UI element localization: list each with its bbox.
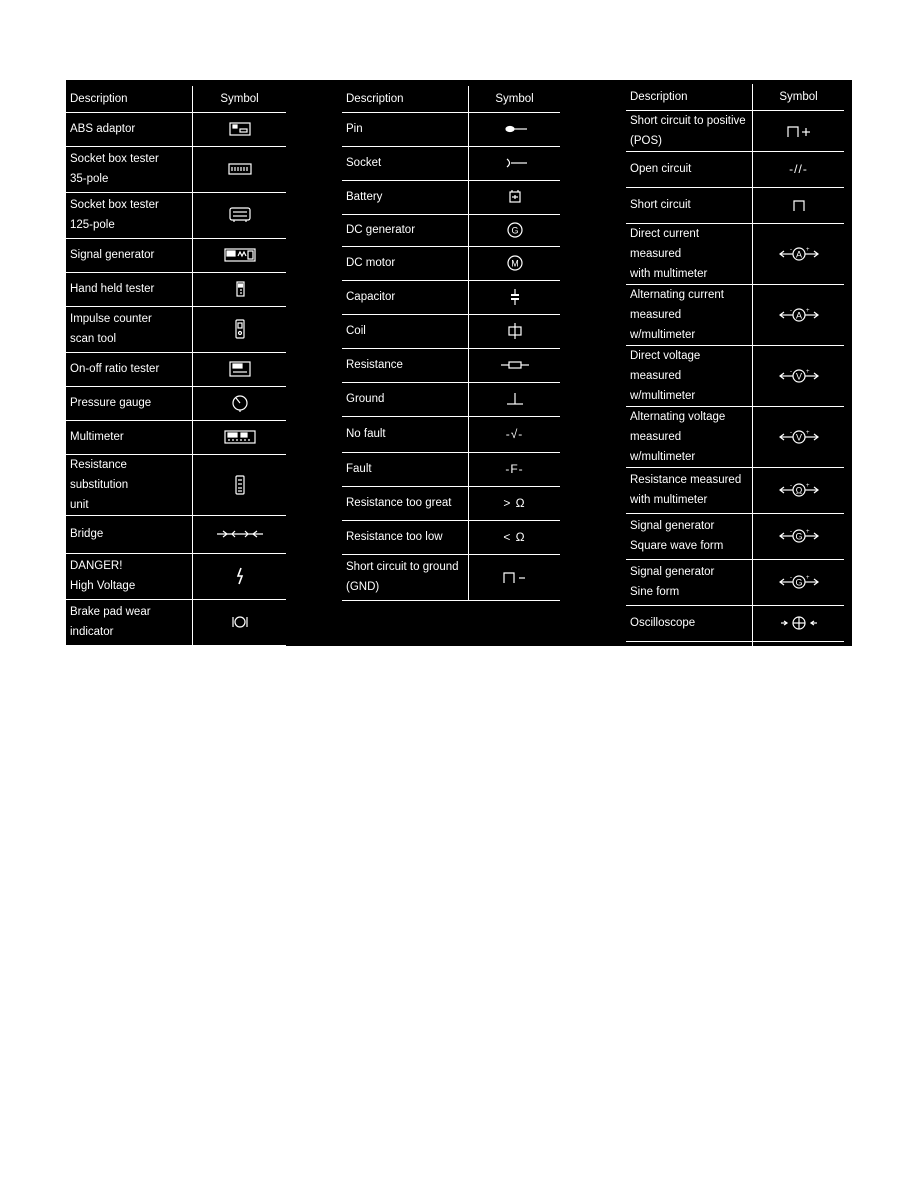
row-description xyxy=(626,345,753,406)
table-row xyxy=(626,151,844,187)
row-description xyxy=(626,223,753,284)
row-symbol xyxy=(193,112,287,146)
row-symbol xyxy=(753,641,845,677)
dc-motor-icon xyxy=(473,254,556,272)
row-description xyxy=(342,348,469,382)
table-row xyxy=(66,553,286,599)
row-description-line: unit xyxy=(70,498,89,511)
row-description-line: Sine form xyxy=(630,586,680,598)
row-description xyxy=(626,187,753,223)
table-row xyxy=(66,352,286,386)
row-description-line: Hand held tester xyxy=(70,283,155,295)
table-header-row xyxy=(66,86,286,112)
row-description xyxy=(66,112,193,146)
table-row xyxy=(626,345,844,406)
table-row xyxy=(66,272,286,306)
row-description xyxy=(342,280,469,314)
table-row xyxy=(342,214,560,246)
dc-voltage-meter-icon xyxy=(757,367,840,385)
high-voltage-icon xyxy=(197,567,282,585)
table-row xyxy=(626,406,844,467)
row-description xyxy=(66,386,193,420)
table-row xyxy=(66,420,286,454)
resistance-too-low-icon: < Ω xyxy=(503,529,526,544)
svg-text:-: - xyxy=(789,429,792,436)
svg-text:Ω: Ω xyxy=(795,485,802,496)
row-symbol xyxy=(753,110,845,151)
row-description-line: Brake pad wear xyxy=(70,606,151,618)
row-description xyxy=(342,452,469,486)
row-symbol xyxy=(469,214,561,246)
resistance-meter-icon xyxy=(757,481,840,499)
row-description-line: Socket box tester xyxy=(70,199,159,211)
row-description xyxy=(342,520,469,554)
table-row xyxy=(626,605,844,641)
pressure-gauge-icon xyxy=(197,394,282,412)
row-description xyxy=(342,112,469,146)
svg-text:-: - xyxy=(789,529,792,535)
row-symbol xyxy=(193,192,287,238)
table-row xyxy=(342,112,560,146)
row-symbol xyxy=(469,486,561,520)
row-description xyxy=(66,553,193,599)
row-symbol xyxy=(753,513,845,559)
row-description xyxy=(342,416,469,452)
oscilloscope-icon xyxy=(757,614,840,632)
svg-text:+: + xyxy=(805,575,810,581)
table-row xyxy=(342,180,560,214)
row-symbol xyxy=(469,382,561,416)
open-circuit-icon: -//- xyxy=(789,161,808,176)
row-description xyxy=(626,284,753,345)
row-description-line: DANGER! xyxy=(70,560,123,572)
resistance-substitution-icon xyxy=(197,475,282,495)
row-symbol xyxy=(193,599,287,645)
row-symbol xyxy=(753,406,845,467)
row-description xyxy=(66,146,193,192)
table-row xyxy=(66,238,286,272)
table-row xyxy=(626,559,844,605)
row-description-line: Signal generator xyxy=(70,249,155,261)
symbols-panel xyxy=(66,80,852,665)
short-circuit-icon xyxy=(757,198,840,212)
row-description-line: DC motor xyxy=(346,257,396,269)
svg-text:G: G xyxy=(510,225,519,236)
row-symbol xyxy=(193,454,287,515)
symbols-table xyxy=(66,86,286,646)
row-description xyxy=(342,382,469,416)
row-description xyxy=(66,454,193,515)
row-description xyxy=(342,180,469,214)
on-off-ratio-tester-icon xyxy=(197,361,282,377)
table-row xyxy=(626,641,844,677)
resistance-too-great-icon: > Ω xyxy=(503,495,526,510)
row-description-line: (GND) xyxy=(346,581,380,593)
svg-text:V: V xyxy=(795,371,802,381)
svg-text:A: A xyxy=(795,249,802,259)
row-description-line: (POS) xyxy=(630,134,662,147)
row-description xyxy=(626,605,753,641)
row-description xyxy=(342,214,469,246)
table-row xyxy=(342,554,560,600)
row-symbol xyxy=(193,352,287,386)
svg-text:A: A xyxy=(795,310,802,320)
row-symbol xyxy=(753,345,845,406)
row-description-line: Alternating voltage xyxy=(630,410,726,423)
svg-text:+: + xyxy=(805,307,810,314)
row-description-line: DC generator xyxy=(346,224,416,236)
row-description xyxy=(342,314,469,348)
row-description-line: Short circuit to positive xyxy=(630,114,746,127)
row-description-line: Resistance too great xyxy=(346,497,452,509)
row-description-line: No fault xyxy=(346,428,386,440)
row-description-line: High Voltage xyxy=(70,580,136,592)
table-row xyxy=(342,486,560,520)
battery-icon xyxy=(473,189,556,205)
row-description-line: 125-pole xyxy=(70,219,115,231)
row-description-line: measured w/multimeter xyxy=(630,430,696,463)
symbols-table-2 xyxy=(342,86,560,601)
table-row xyxy=(626,467,844,513)
no-fault-icon: -√- xyxy=(505,426,524,441)
ac-voltage-meter-icon xyxy=(757,428,840,446)
row-description-line: Signal generator xyxy=(630,566,715,578)
short-to-positive-icon xyxy=(757,124,840,138)
row-description xyxy=(66,599,193,645)
svg-text:+: + xyxy=(805,246,810,253)
row-symbol xyxy=(469,246,561,280)
row-symbol xyxy=(469,146,561,180)
svg-text:G: G xyxy=(794,577,803,588)
symbol-header: Symbol xyxy=(193,86,287,112)
row-description xyxy=(342,486,469,520)
row-description-line: Pin xyxy=(346,123,363,135)
bridge-icon xyxy=(197,528,282,540)
row-description-line: Impulse counter xyxy=(70,313,152,325)
row-description-line: Resistance measured xyxy=(630,474,742,486)
row-symbol xyxy=(193,420,287,454)
symbols-table-1 xyxy=(66,86,286,646)
table-header-row xyxy=(626,84,844,110)
dc-current-meter-icon xyxy=(757,245,840,263)
row-description-line: Capacitor xyxy=(346,291,396,303)
row-description xyxy=(626,110,753,151)
row-description-line: indicator xyxy=(70,626,114,638)
row-description-line: Adaptor wire with LED xyxy=(630,653,744,665)
coil-icon xyxy=(473,322,556,340)
row-description-line: with multimeter xyxy=(630,494,708,506)
svg-text:M: M xyxy=(510,258,519,269)
table-header-row xyxy=(342,86,560,112)
row-description xyxy=(626,513,753,559)
row-description-line: Direct current measured xyxy=(630,227,700,260)
row-symbol xyxy=(753,559,845,605)
resistance-icon xyxy=(473,360,556,370)
row-description-line: Short circuit to ground xyxy=(346,561,459,573)
row-description-line: Resistance substitution xyxy=(70,458,129,491)
table-row xyxy=(66,515,286,553)
row-description-line: Bridge xyxy=(70,528,104,540)
brake-pad-wear-icon xyxy=(197,614,282,630)
symbols-table xyxy=(626,84,844,678)
table-row xyxy=(342,280,560,314)
svg-text:G: G xyxy=(794,531,803,542)
row-description-line: Coil xyxy=(346,325,366,337)
description-header: Description xyxy=(626,84,753,110)
row-description-line: Socket box tester xyxy=(70,153,159,165)
svg-text:V: V xyxy=(795,432,802,442)
table-row xyxy=(66,112,286,146)
row-description-line: Oscilloscope xyxy=(630,617,696,629)
svg-text:+: + xyxy=(805,483,810,489)
row-symbol xyxy=(469,520,561,554)
svg-text:-: - xyxy=(789,246,792,253)
table-row xyxy=(66,306,286,352)
sine-wave-generator-icon xyxy=(757,573,840,591)
row-symbol xyxy=(469,180,561,214)
led-adaptor-wire-icon xyxy=(757,651,840,667)
abs-adaptor-icon xyxy=(197,122,282,136)
socket-box-125-icon xyxy=(197,207,282,223)
row-description-line: Resistance xyxy=(346,359,403,371)
signal-generator-device-icon xyxy=(197,247,282,263)
table-row xyxy=(66,454,286,515)
row-symbol xyxy=(753,284,845,345)
socket-box-35-icon xyxy=(197,162,282,176)
table-row xyxy=(342,520,560,554)
table-row xyxy=(66,192,286,238)
row-description-line: measured w/multimeter xyxy=(630,308,696,341)
fault-icon: -F- xyxy=(505,461,524,476)
hand-held-tester-icon xyxy=(197,280,282,298)
svg-text:-: - xyxy=(789,307,792,314)
ground-icon xyxy=(473,391,556,407)
row-symbol xyxy=(193,272,287,306)
row-description-line: Square wave form xyxy=(630,540,724,552)
svg-text:+: + xyxy=(805,529,810,535)
row-description xyxy=(342,554,469,600)
table-row xyxy=(342,246,560,280)
row-symbol xyxy=(193,553,287,599)
pin-icon xyxy=(473,124,556,134)
row-symbol xyxy=(753,605,845,641)
impulse-counter-icon xyxy=(197,319,282,339)
dc-generator-icon xyxy=(473,221,556,239)
table-row xyxy=(342,452,560,486)
row-symbol xyxy=(193,146,287,192)
row-description xyxy=(342,246,469,280)
table-row xyxy=(342,348,560,382)
svg-text:-: - xyxy=(789,575,792,581)
row-symbol xyxy=(469,452,561,486)
row-symbol xyxy=(469,280,561,314)
svg-text:-: - xyxy=(789,483,792,489)
row-description-line: scan tool xyxy=(70,333,117,345)
row-description xyxy=(626,151,753,187)
row-description-line: Battery xyxy=(346,191,383,203)
table-row xyxy=(342,416,560,452)
row-symbol xyxy=(753,223,845,284)
row-description xyxy=(66,272,193,306)
row-description-line: measured w/multimeter xyxy=(630,369,696,402)
row-description-line: Short circuit xyxy=(630,199,691,211)
table-row xyxy=(66,386,286,420)
row-description-line: Fault xyxy=(346,463,372,475)
table-row xyxy=(626,223,844,284)
table-row xyxy=(626,284,844,345)
row-description-line: Signal generator xyxy=(630,520,715,532)
row-symbol xyxy=(193,306,287,352)
row-description-line: ABS adaptor xyxy=(70,123,136,135)
row-symbol xyxy=(469,348,561,382)
row-description xyxy=(66,192,193,238)
short-to-ground-icon xyxy=(473,570,556,584)
row-symbol xyxy=(753,467,845,513)
ac-current-meter-icon xyxy=(757,306,840,324)
capacitor-icon xyxy=(473,288,556,306)
symbols-table xyxy=(342,86,560,601)
table-row xyxy=(342,314,560,348)
table-row xyxy=(66,146,286,192)
row-description xyxy=(66,352,193,386)
svg-text:+: + xyxy=(805,368,810,375)
table-row xyxy=(626,110,844,151)
multimeter-icon xyxy=(197,430,282,444)
square-wave-generator-icon xyxy=(757,527,840,545)
symbol-header: Symbol xyxy=(753,84,845,110)
table-row xyxy=(342,382,560,416)
table-row xyxy=(342,146,560,180)
description-header: Description xyxy=(342,86,469,112)
row-description xyxy=(66,420,193,454)
row-description xyxy=(626,467,753,513)
symbol-header: Symbol xyxy=(469,86,561,112)
row-description-line: with multimeter xyxy=(630,267,708,280)
row-description-line: Socket xyxy=(346,157,382,169)
row-symbol xyxy=(193,515,287,553)
row-description xyxy=(626,559,753,605)
row-description-line: Open circuit xyxy=(630,163,692,175)
row-description xyxy=(66,306,193,352)
row-description xyxy=(66,515,193,553)
symbols-table-3 xyxy=(626,84,844,678)
row-symbol xyxy=(469,112,561,146)
row-description-line: Ground xyxy=(346,393,385,405)
svg-text:-: - xyxy=(789,368,792,375)
row-description xyxy=(342,146,469,180)
row-description xyxy=(626,406,753,467)
row-description-line: Multimeter xyxy=(70,431,124,443)
row-symbol xyxy=(469,416,561,452)
row-description xyxy=(66,238,193,272)
row-description-line: Direct voltage xyxy=(630,349,701,362)
row-description xyxy=(626,641,753,677)
row-symbol xyxy=(193,238,287,272)
row-description-line: Resistance too low xyxy=(346,531,443,543)
table-row xyxy=(626,513,844,559)
row-symbol xyxy=(469,554,561,600)
table-row xyxy=(66,599,286,645)
row-symbol xyxy=(753,187,845,223)
row-symbol xyxy=(193,386,287,420)
row-description-line: Alternating current xyxy=(630,288,724,301)
row-symbol xyxy=(469,314,561,348)
svg-text:+: + xyxy=(805,429,810,436)
row-description-line: On-off ratio tester xyxy=(70,363,160,375)
row-description-line: Pressure gauge xyxy=(70,397,152,409)
table-row xyxy=(626,187,844,223)
row-symbol xyxy=(753,151,845,187)
description-header: Description xyxy=(66,86,193,112)
socket-icon xyxy=(473,157,556,169)
row-description-line: 35-pole xyxy=(70,173,109,185)
